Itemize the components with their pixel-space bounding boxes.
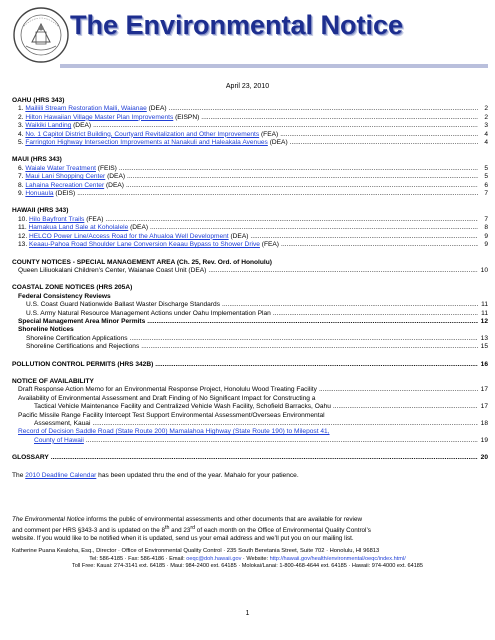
toc-item: 3. Waikiki Landing (DEA) ..... 3: [12, 122, 488, 130]
toc-link[interactable]: Honuaula: [25, 190, 54, 198]
toc-item: 5. Farrington Highway Intersection Improvements at Nanakuli and Haleakala Avenues (DEA) ..... 4: [12, 139, 488, 147]
toc-item-line: Availability of Environmental Assessment and Draft Finding of No Significant Impact for Constructing a: [18, 394, 316, 402]
toc-item-line: Pacific Missile Range Facility Intercept Test Support Environmental Assessment/Overseas Environmental: [18, 411, 325, 419]
section-heading-glossary: GLOSSARY ..... 20: [12, 454, 488, 462]
toc-link[interactable]: Mailiili Stream Restoration Maili, Waianae: [25, 105, 147, 113]
toc-item: Tactical Vehicle Maintenance Facility and Centralized Vehicle Wash Facility, Schofield Barracks, Oahu ..... 17: [12, 403, 488, 411]
toc-link[interactable]: Hilo Bayfront Trails: [29, 215, 85, 223]
toc-item-line: [12, 428, 488, 436]
toc-item: Draft Response Action Memo for an Environmental Response Project, Honolulu Wood Treating Facility ..... 17: [12, 386, 488, 394]
toc-item: U.S. Army Natural Resource Management Actions under Oahu Implementation Plan ..... 11: [12, 310, 488, 318]
page-number: 1: [245, 610, 250, 617]
footer-address: Katherine Puana Kealoha, Esq., Director · Office of Environmental Quality Control · 235 South Beretania Street, Suite 702 · Honolulu, HI 96813: [12, 548, 380, 554]
page-title: The Environmental Notice: [70, 10, 404, 40]
website-link[interactable]: http://hawaii.gov/health/environmental/oeqc/index.html/: [269, 556, 406, 562]
toc-link[interactable]: Maui Lani Shopping Center: [25, 173, 106, 181]
table-of-contents: [12, 97, 488, 480]
toc-link[interactable]: No. 1 Capitol District Building, Courtyard Revitalization and Other Improvements: [25, 130, 260, 138]
toc-item: 13. Keaau-Pahoa Road Shoulder Lane Conversion Keaau Bypass to Shower Drive (FEA) ..... 9: [12, 241, 488, 249]
intro-paragraph: The Environmental Notice informs the public of environmental assessments and other documents that are available for review and comment per HRS §343-3 and is updated on the 8th and 23rd of each month on the Office of Environmental Quality Control’s website. If you would like to be notified when it is updated, send us your email address and we’ll put you on our mailing list.: [12, 516, 371, 543]
section-heading-pollution: POLLUTION CONTROL PERMITS (HRS 342B) ..... 16: [12, 361, 488, 369]
toc-item: Shoreline Certification Applications ..... 13: [12, 335, 488, 343]
section-heading-maui: MAUI (HRS 343): [12, 156, 62, 164]
toc-link[interactable]: Lahaina Recreation Center: [25, 181, 105, 189]
toc-link[interactable]: Waiale Water Treatment: [25, 164, 96, 172]
section-heading-hawaii: HAWAII (HRS 343): [12, 207, 69, 215]
toc-link[interactable]: County of Hawaii: [34, 436, 84, 444]
toc-item: 9. Honuaula (DEIS) ..... 7: [12, 190, 488, 198]
toc-link[interactable]: Record of Decision Saddle Road (State Route 200) Mamalahoa Highway (State Route 190) to Milepost 41,: [18, 428, 330, 436]
toc-item: 4. No. 1 Capitol District Building, Courtyard Revitalization and Other Improvements (FEA) ..... 4: [12, 131, 488, 139]
toc-link[interactable]: Waikiki Landing: [25, 122, 72, 130]
title-divider: [60, 64, 488, 68]
issue-date: April 23, 2010: [225, 83, 270, 90]
toc-item: 8. Lahaina Recreation Center (DEA) ..... 6: [12, 182, 488, 190]
toc-item: Queen Liliuokalani Children’s Center, Waianae Coast Unit (DEA) ..... 10: [12, 267, 488, 275]
toc-item: 2. Hilton Hawaiian Village Master Plan Improvements (EISPN) ..... 2: [12, 114, 488, 122]
toc-item: 6. Waiale Water Treatment (FEIS) ..... 5: [12, 165, 488, 173]
state-seal-icon: [12, 6, 70, 64]
toc-link[interactable]: Farrington Highway Intersection Improvements at Nanakuli and Haleakala Avenues: [25, 139, 268, 147]
toc-link[interactable]: Hamakua Land Sale at Koholalele: [28, 224, 129, 232]
subsection-heading-shoreline: Shoreline Notices: [18, 326, 74, 334]
subsection-heading-federal: Federal Consistency Reviews: [18, 292, 111, 300]
toc-link[interactable]: HELCO Power Line/Access Road for the Ahualoa Well Development: [29, 232, 229, 240]
footer-toll-free: Toll Free: Kauai: 274-3141 ext. 64185 · Maui: 984-2400 ext. 64185 · Molokai/Lanai: 1-800-468-4644 ext. 64185 · Hawaii: 974-4000 ext. 64185: [71, 563, 424, 569]
section-heading-coastal: COASTAL ZONE NOTICES (HRS 205A): [12, 284, 133, 292]
section-heading-availability: NOTICE OF AVAILABILITY: [12, 377, 94, 385]
toc-item: 11. Hamakua Land Sale at Koholalele (DEA) ..... 8: [12, 224, 488, 232]
section-heading-county: COUNTY NOTICES - SPECIAL MANAGEMENT AREA (Ch. 25, Rev. Ord. of Honolulu): [12, 258, 272, 266]
toc-item: County of Hawaii ..... 19: [12, 437, 488, 445]
toc-item: Assessment, Kauai ..... 18: [12, 420, 488, 428]
email-link[interactable]: oeqc@doh.hawaii.gov: [186, 556, 242, 562]
toc-item-sma: Special Management Area Minor Permits ..... 12: [12, 318, 488, 326]
deadline-calendar-link[interactable]: 2010 Deadline Calendar: [25, 471, 97, 479]
toc-item: 10. Hilo Bayfront Trails (FEA) ..... 7: [12, 216, 488, 224]
toc-link[interactable]: Keaau-Pahoa Road Shoulder Lane Conversion Keaau Bypass to Shower Drive: [29, 241, 260, 249]
toc-link[interactable]: Hilton Hawaiian Village Master Plan Improvements: [25, 113, 174, 121]
toc-item: 1. Mailiili Stream Restoration Maili, Waianae (DEA) ..... 2: [12, 105, 488, 113]
footer-contact: Tel: 586-4185 · Fax: 586-4186 · Email: oeqc@doh.hawaii.gov · Website: http://hawaii.gov/health/environmental/oeqc/index.html/: [89, 556, 406, 562]
toc-item: 7. Maui Lani Shopping Center (DEA) ..... 5: [12, 173, 488, 181]
toc-item: Shoreline Certifications and Rejections ..... 15: [12, 343, 488, 351]
deadline-notice: The 2010 Deadline Calendar has been updated thru the end of the year. Mahalo for your patience.: [12, 471, 299, 479]
toc-item: U.S. Coast Guard Nationwide Ballast Waster Discharge Standards ..... 11: [12, 301, 488, 309]
section-heading-oahu: OAHU (HRS 343): [12, 97, 65, 104]
contact-footer: [12, 548, 483, 570]
toc-item: 12. HELCO Power Line/Access Road for the Ahualoa Well Development (DEA) ..... 9: [12, 233, 488, 241]
